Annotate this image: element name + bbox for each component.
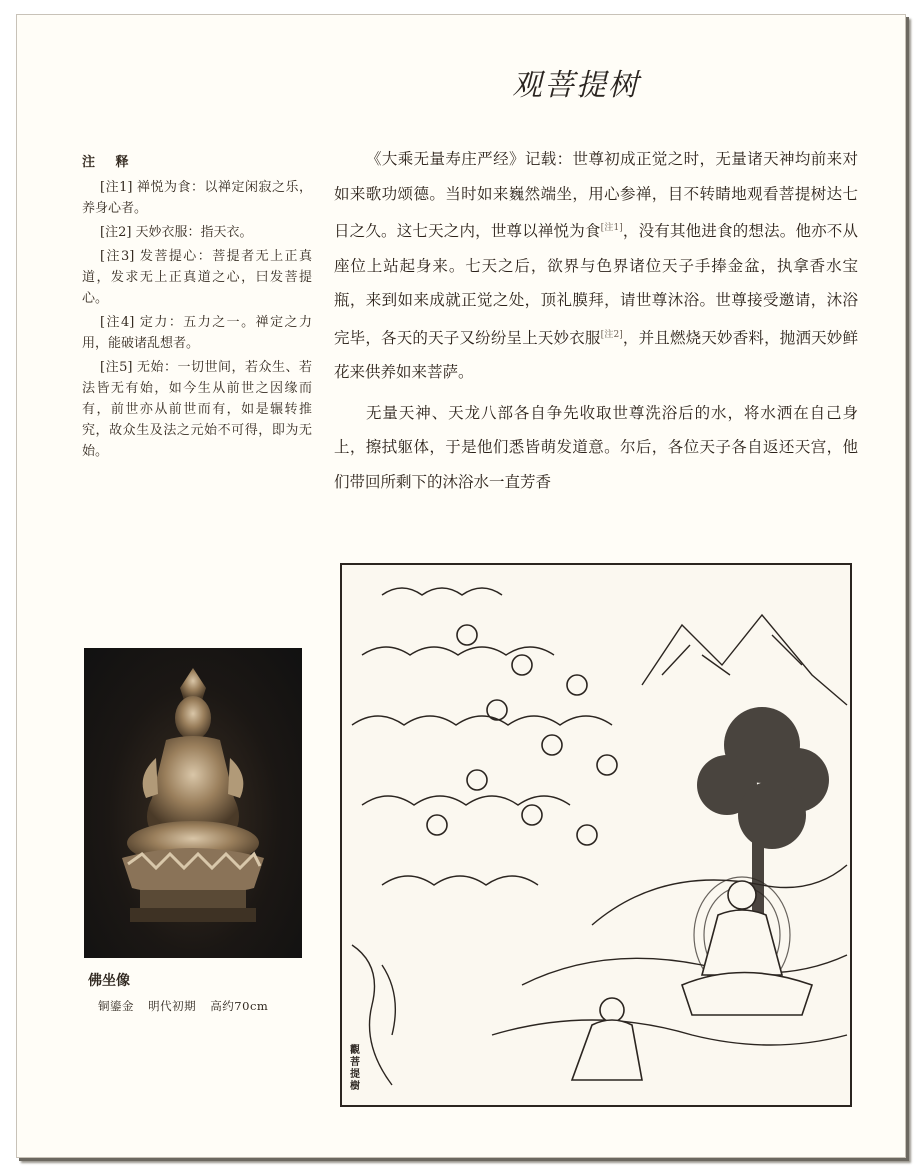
paragraph-2: 无量天神、天龙八部各自争先收取世尊洗浴后的水，将水洒在自己身上，擦拭躯体，于是他们悉皆萌发道意。尔后，各位天子各自返还天宫，他们带回所剩下的沐浴水一直芳香 [334,403,858,491]
paragraph-1-text-a: 《大乘无量寿庄严经》记载：世尊初成正觉之时，无量诸天神均前来对如来歌功颂德。当时如来巍然端坐，用心参禅，目不转睛地观看菩提树达七日之久。这七天之内，世尊以禅悦为食 [334,150,858,241]
illustration-label: 觀菩提樹 [350,1045,360,1092]
note-1-reference: [注1] [600,223,623,233]
note-item: [注1] 禅悦为食：以禅定闲寂之乐，养身心者。 [82,180,312,216]
illustration-drawing [342,565,850,1105]
notes-section [82,152,312,465]
buddha-statue-image [84,648,302,958]
paragraph-1-text-b: ，没有其他进食的想法。他亦不从座位上站起身来。七天之后，欲界与色界诸位天子手捧金盆，执拿香水宝瓶，来到如来成就正觉之处，顶礼膜拜，请世尊沐浴。世尊接受邀请，沐浴完毕，各天的天子又纷纷呈上天妙衣服 [334,222,858,347]
note-item: [注3] 发菩提心：菩提者无上正真道，发求无上正真道之心，曰发菩提心。 [82,249,312,306]
page-title: 观菩提树 [512,68,640,103]
main-article [334,142,858,499]
paragraph-1 [334,142,858,390]
note-item: [注2] 天妙衣服：指天衣。 [100,225,253,240]
note-2-reference: [注2] [600,329,623,340]
note-item: [注4] 定力：五力之一。禅定之力用，能破诸乱想者。 [82,315,312,351]
woodblock-illustration [340,563,852,1107]
paragraph-1-text-c: ，并且燃烧天妙香料，抛洒天妙鲜花来供养如来菩萨。 [334,328,858,382]
caption-meta: 铜鎏金 明代初期 高约70cm [98,999,269,1013]
note-item: [注5] 无始：一切世间，若众生、若法皆无有始，如今生从前世之因缘而有，前世亦从前世而有，如是辗转推究，故众生及法之元始不可得，即为无始。 [82,360,312,459]
notes-heading: 注 释 [82,155,137,170]
buddha-statue-photo [84,648,302,958]
photo-caption [88,970,268,1014]
caption-title: 佛坐像 [88,973,130,989]
